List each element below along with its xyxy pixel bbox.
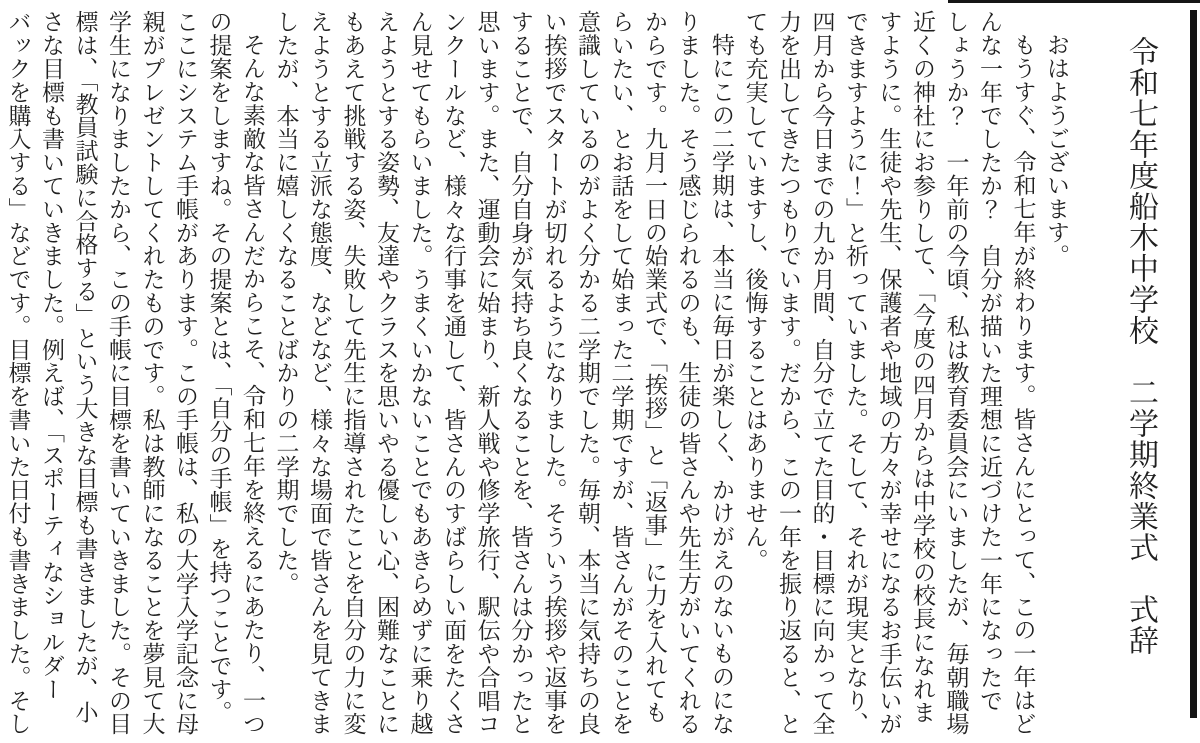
paragraph-second-term-review: 特にこの二学期は、本当に毎日が楽しく、かけがえのないものになりました。そう感じられるのも、生徒の皆さんや先生方がいてくれるからです。九月一日の始業式で、「挨拶」と「返事」に力を入れてもらいたい、とお話をして始まった二学期ですが、皆さんがそのことを意識しているのがよく分かる二学期でした。毎朝、本当に気持ちの良い挨拶でスタートが切れるようになりました。そういう挨拶や返事をすることで、自分自身が気持ち良くなることを、皆さんは分かったと思います。また、運動会に始まり、新人戦や修学旅行、駅伝や合唱コンクールなど、様々な行事を通して、皆さんのすばらしい面をたくさん見せてもらいました。うまくいかないことでもあきらめずに乗り越えようとする姿勢、友達やクラスを思いやる優しい心、困難なことにもあえて挑戦する姿、失敗して先生に指導されたことを自分の力に変えようとする立派な態度、などなど、様々な場面で皆さんを見てきましたが、本当に嬉しくなることばかりの二学期でした。 (273, 10, 734, 736)
document-body (1, 10, 1073, 738)
right-edge-line (1190, 10, 1197, 718)
document-title: 令和七年度船木中学校 二学期終業式 式辞 (1124, 36, 1157, 656)
paragraph-year-reflection: もうすぐ、令和七年が終わります。皆さんにとって、この一年はどんな一年でしたか？ 自分が描いた理想に近づけた一年になったでしょうか？ 一年前の今頃、私は教育委員会にいましたが、毎朝職場近くの神社にお参りして、「今度の四月からは中学校の校長になれますように。生徒や先生、保護者や地域の方々が幸せになるお手伝いができますように！」と祈っていました。そして、それが現実となり、四月から今日までの九か月間、自分で立てた目的・目標に向かって全力を出してきたつもりでいます。だから、この一年を振り返ると、とても充実していますし、後悔することはありません。 (742, 10, 1036, 736)
paragraph-greeting: おはようございます。 (1044, 33, 1069, 267)
paragraph-notebook-proposal: そんな素敵な皆さんだからこそ、令和七年を終えるにあたり、一つの提案をしますね。その提案とは、「自分の手帳」を持つことです。ここにシステム手帳があります。この手帳は、私の大学入学記念に母親がプレゼントしてくれたものです。私は教師になることを夢見て大学生になりましたから、この手帳に目標を書いていきました。その目標は、「教員試験に合格する」という大きな目標も書きましたが、小さな目標も書いていきました。例えば、「スポーティなショルダーバックを購入する」などです。目標を書いた日付も書きました。そし (5, 10, 265, 736)
top-edge-line (948, 0, 1200, 3)
